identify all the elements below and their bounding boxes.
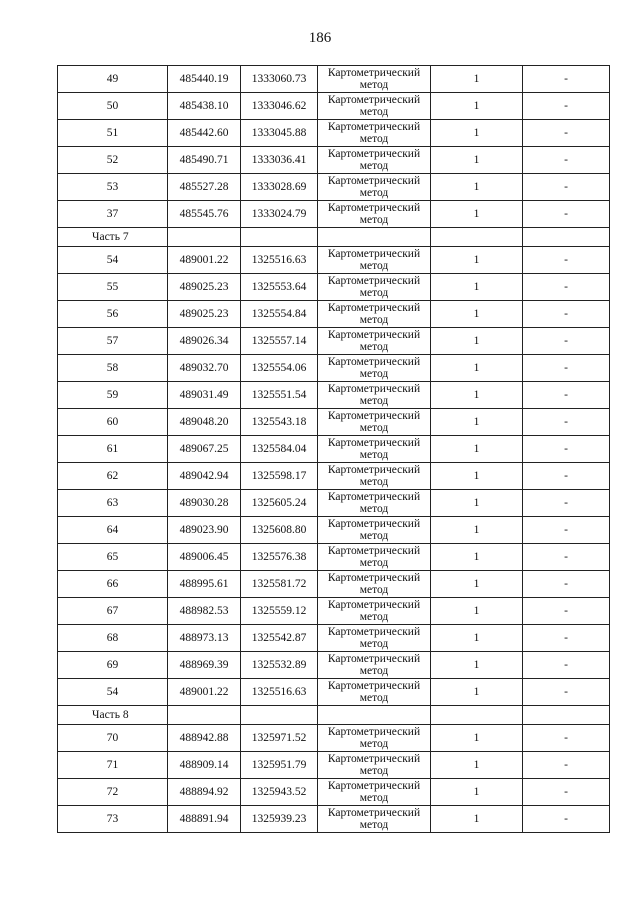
y-coordinate-cell: 1333028.69 (241, 174, 318, 201)
count-cell: 1 (431, 463, 523, 490)
method-cell (318, 247, 431, 274)
method-line-2: метод (359, 819, 389, 831)
dash-cell: - (523, 725, 610, 752)
point-number-cell: 54 (58, 679, 168, 706)
method-cell (318, 571, 431, 598)
count-cell: 1 (431, 201, 523, 228)
dash-cell: - (523, 355, 610, 382)
dash-cell: - (523, 382, 610, 409)
count-cell: 1 (431, 301, 523, 328)
method-cell (318, 301, 431, 328)
empty-cell (431, 706, 523, 725)
table-row (58, 409, 610, 436)
method-line-2: метод (359, 476, 389, 488)
count-cell: 1 (431, 93, 523, 120)
dash-cell: - (523, 571, 610, 598)
method-cell (318, 355, 431, 382)
method-cell (318, 806, 431, 833)
table-row (58, 120, 610, 147)
empty-cell (168, 228, 241, 247)
x-coordinate-cell: 489006.45 (168, 544, 241, 571)
x-coordinate-cell: 489067.25 (168, 436, 241, 463)
count-cell: 1 (431, 625, 523, 652)
table-row (58, 66, 610, 93)
method-cell (318, 598, 431, 625)
method-cell (318, 274, 431, 301)
x-coordinate-cell: 489030.28 (168, 490, 241, 517)
x-coordinate-cell: 488982.53 (168, 598, 241, 625)
count-cell: 1 (431, 66, 523, 93)
y-coordinate-cell: 1325554.06 (241, 355, 318, 382)
y-coordinate-cell: 1325584.04 (241, 436, 318, 463)
method-line-2: метод (359, 79, 389, 91)
count-cell: 1 (431, 779, 523, 806)
x-coordinate-cell: 488969.39 (168, 652, 241, 679)
method-line-2: метод (359, 187, 389, 199)
dash-cell: - (523, 328, 610, 355)
method-line-1: Картометрический (327, 807, 421, 819)
count-cell: 1 (431, 571, 523, 598)
method-line-1: Картометрический (327, 202, 421, 214)
point-number-cell: 73 (58, 806, 168, 833)
table-row (58, 544, 610, 571)
x-coordinate-cell: 485440.19 (168, 66, 241, 93)
section-row (58, 228, 610, 247)
x-coordinate-cell: 488909.14 (168, 752, 241, 779)
method-line-1: Картометрический (327, 121, 421, 133)
y-coordinate-cell: 1325516.63 (241, 679, 318, 706)
point-number-cell: 69 (58, 652, 168, 679)
method-line-2: метод (359, 214, 389, 226)
y-coordinate-cell: 1325557.14 (241, 328, 318, 355)
section-label: Часть 7 (58, 228, 168, 247)
point-number-cell: 67 (58, 598, 168, 625)
method-line-1: Картометрический (327, 356, 421, 368)
method-cell (318, 752, 431, 779)
method-cell (318, 625, 431, 652)
empty-cell (241, 706, 318, 725)
table-row (58, 382, 610, 409)
method-line-2: метод (359, 160, 389, 172)
dash-cell: - (523, 174, 610, 201)
point-number-cell: 63 (58, 490, 168, 517)
y-coordinate-cell: 1325554.84 (241, 301, 318, 328)
method-cell (318, 93, 431, 120)
x-coordinate-cell: 485527.28 (168, 174, 241, 201)
method-line-1: Картометрический (327, 275, 421, 287)
dash-cell: - (523, 806, 610, 833)
method-line-1: Картометрический (327, 148, 421, 160)
empty-cell (241, 228, 318, 247)
count-cell: 1 (431, 598, 523, 625)
table-row (58, 779, 610, 806)
point-number-cell: 51 (58, 120, 168, 147)
empty-cell (431, 228, 523, 247)
method-line-2: метод (359, 368, 389, 380)
method-cell (318, 725, 431, 752)
method-cell (318, 147, 431, 174)
y-coordinate-cell: 1325559.12 (241, 598, 318, 625)
point-number-cell: 55 (58, 274, 168, 301)
dash-cell: - (523, 517, 610, 544)
method-line-1: Картометрический (327, 518, 421, 530)
dash-cell: - (523, 147, 610, 174)
method-line-1: Картометрический (327, 329, 421, 341)
table-row (58, 652, 610, 679)
y-coordinate-cell: 1325608.80 (241, 517, 318, 544)
dash-cell: - (523, 544, 610, 571)
method-line-1: Картометрический (327, 726, 421, 738)
dash-cell: - (523, 436, 610, 463)
method-line-1: Картометрический (327, 175, 421, 187)
section-label: Часть 8 (58, 706, 168, 725)
point-number-cell: 52 (58, 147, 168, 174)
y-coordinate-cell: 1325939.23 (241, 806, 318, 833)
x-coordinate-cell: 489025.23 (168, 274, 241, 301)
table-row (58, 517, 610, 544)
method-line-2: метод (359, 395, 389, 407)
count-cell: 1 (431, 409, 523, 436)
method-line-2: метод (359, 765, 389, 777)
method-line-1: Картометрический (327, 780, 421, 792)
method-line-1: Картометрический (327, 545, 421, 557)
point-number-cell: 62 (58, 463, 168, 490)
x-coordinate-cell: 489031.49 (168, 382, 241, 409)
dash-cell: - (523, 66, 610, 93)
table-row (58, 147, 610, 174)
y-coordinate-cell: 1333045.88 (241, 120, 318, 147)
method-cell (318, 679, 431, 706)
empty-cell (523, 706, 610, 725)
method-cell (318, 652, 431, 679)
empty-cell (318, 706, 431, 725)
method-line-1: Картометрический (327, 491, 421, 503)
empty-cell (318, 228, 431, 247)
point-number-cell: 72 (58, 779, 168, 806)
dash-cell: - (523, 120, 610, 147)
count-cell: 1 (431, 120, 523, 147)
method-line-1: Картометрический (327, 653, 421, 665)
count-cell: 1 (431, 490, 523, 517)
section-row (58, 706, 610, 725)
method-line-2: метод (359, 287, 389, 299)
method-cell (318, 328, 431, 355)
x-coordinate-cell: 489042.94 (168, 463, 241, 490)
method-line-2: метод (359, 341, 389, 353)
table-row (58, 752, 610, 779)
x-coordinate-cell: 489032.70 (168, 355, 241, 382)
method-cell (318, 436, 431, 463)
dash-cell: - (523, 625, 610, 652)
count-cell: 1 (431, 174, 523, 201)
point-number-cell: 54 (58, 247, 168, 274)
method-line-2: метод (359, 738, 389, 750)
x-coordinate-cell: 485545.76 (168, 201, 241, 228)
x-coordinate-cell: 488894.92 (168, 779, 241, 806)
y-coordinate-cell: 1325971.52 (241, 725, 318, 752)
table-row (58, 301, 610, 328)
y-coordinate-cell: 1325551.54 (241, 382, 318, 409)
method-line-1: Картометрический (327, 302, 421, 314)
x-coordinate-cell: 488973.13 (168, 625, 241, 652)
x-coordinate-cell: 485442.60 (168, 120, 241, 147)
method-line-2: метод (359, 133, 389, 145)
point-number-cell: 65 (58, 544, 168, 571)
count-cell: 1 (431, 752, 523, 779)
method-line-2: метод (359, 692, 389, 704)
count-cell: 1 (431, 652, 523, 679)
method-cell (318, 409, 431, 436)
point-number-cell: 71 (58, 752, 168, 779)
y-coordinate-cell: 1333024.79 (241, 201, 318, 228)
y-coordinate-cell: 1325943.52 (241, 779, 318, 806)
point-number-cell: 50 (58, 93, 168, 120)
method-line-1: Картометрический (327, 680, 421, 692)
method-line-1: Картометрический (327, 437, 421, 449)
count-cell: 1 (431, 679, 523, 706)
dash-cell: - (523, 752, 610, 779)
point-number-cell: 61 (58, 436, 168, 463)
y-coordinate-cell: 1325543.18 (241, 409, 318, 436)
table-row (58, 598, 610, 625)
point-number-cell: 37 (58, 201, 168, 228)
method-cell (318, 779, 431, 806)
coordinates-table-body (58, 66, 610, 833)
x-coordinate-cell: 489025.23 (168, 301, 241, 328)
point-number-cell: 64 (58, 517, 168, 544)
point-number-cell: 66 (58, 571, 168, 598)
count-cell: 1 (431, 517, 523, 544)
dash-cell: - (523, 598, 610, 625)
y-coordinate-cell: 1325532.89 (241, 652, 318, 679)
table-row (58, 247, 610, 274)
point-number-cell: 49 (58, 66, 168, 93)
dash-cell: - (523, 247, 610, 274)
y-coordinate-cell: 1333046.62 (241, 93, 318, 120)
method-cell (318, 382, 431, 409)
table-row (58, 328, 610, 355)
count-cell: 1 (431, 725, 523, 752)
y-coordinate-cell: 1325576.38 (241, 544, 318, 571)
x-coordinate-cell: 489048.20 (168, 409, 241, 436)
point-number-cell: 57 (58, 328, 168, 355)
dash-cell: - (523, 679, 610, 706)
method-line-1: Картометрический (327, 572, 421, 584)
count-cell: 1 (431, 544, 523, 571)
point-number-cell: 58 (58, 355, 168, 382)
table-row (58, 571, 610, 598)
dash-cell: - (523, 490, 610, 517)
y-coordinate-cell: 1325553.64 (241, 274, 318, 301)
table-row (58, 490, 610, 517)
method-cell (318, 490, 431, 517)
dash-cell: - (523, 463, 610, 490)
dash-cell: - (523, 652, 610, 679)
point-number-cell: 53 (58, 174, 168, 201)
table-row (58, 355, 610, 382)
x-coordinate-cell: 489001.22 (168, 247, 241, 274)
y-coordinate-cell: 1333036.41 (241, 147, 318, 174)
method-line-2: метод (359, 557, 389, 569)
method-cell (318, 463, 431, 490)
table-row (58, 679, 610, 706)
x-coordinate-cell: 488891.94 (168, 806, 241, 833)
count-cell: 1 (431, 355, 523, 382)
dash-cell: - (523, 201, 610, 228)
table-row (58, 625, 610, 652)
dash-cell: - (523, 779, 610, 806)
y-coordinate-cell: 1325951.79 (241, 752, 318, 779)
method-line-1: Картометрический (327, 464, 421, 476)
method-cell (318, 201, 431, 228)
table-row (58, 274, 610, 301)
dash-cell: - (523, 93, 610, 120)
x-coordinate-cell: 488995.61 (168, 571, 241, 598)
count-cell: 1 (431, 147, 523, 174)
empty-cell (523, 228, 610, 247)
point-number-cell: 59 (58, 382, 168, 409)
x-coordinate-cell: 489023.90 (168, 517, 241, 544)
y-coordinate-cell: 1325581.72 (241, 571, 318, 598)
table-row (58, 93, 610, 120)
y-coordinate-cell: 1325542.87 (241, 625, 318, 652)
method-cell (318, 544, 431, 571)
method-cell (318, 66, 431, 93)
y-coordinate-cell: 1325598.17 (241, 463, 318, 490)
method-line-1: Картометрический (327, 383, 421, 395)
method-cell (318, 120, 431, 147)
method-cell (318, 174, 431, 201)
table-row (58, 201, 610, 228)
x-coordinate-cell: 485490.71 (168, 147, 241, 174)
x-coordinate-cell: 489026.34 (168, 328, 241, 355)
method-line-2: метод (359, 422, 389, 434)
y-coordinate-cell: 1325516.63 (241, 247, 318, 274)
method-line-2: метод (359, 106, 389, 118)
table-row (58, 436, 610, 463)
count-cell: 1 (431, 274, 523, 301)
x-coordinate-cell: 485438.10 (168, 93, 241, 120)
method-line-1: Картометрический (327, 599, 421, 611)
method-line-2: метод (359, 260, 389, 272)
page-number: 186 (308, 30, 332, 46)
method-line-2: метод (359, 449, 389, 461)
count-cell: 1 (431, 806, 523, 833)
table-row (58, 174, 610, 201)
method-line-2: метод (359, 503, 389, 515)
method-cell (318, 517, 431, 544)
method-line-2: метод (359, 611, 389, 623)
method-line-1: Картометрический (327, 626, 421, 638)
method-line-1: Картометрический (327, 248, 421, 260)
method-line-2: метод (359, 530, 389, 542)
method-line-2: метод (359, 638, 389, 650)
table-row (58, 725, 610, 752)
count-cell: 1 (431, 247, 523, 274)
table-row (58, 806, 610, 833)
empty-cell (168, 706, 241, 725)
count-cell: 1 (431, 382, 523, 409)
dash-cell: - (523, 301, 610, 328)
method-line-2: метод (359, 584, 389, 596)
method-line-1: Картометрический (327, 753, 421, 765)
dash-cell: - (523, 409, 610, 436)
method-line-1: Картометрический (327, 67, 421, 79)
method-line-1: Картометрический (327, 94, 421, 106)
point-number-cell: 70 (58, 725, 168, 752)
method-line-2: метод (359, 665, 389, 677)
table-row (58, 463, 610, 490)
count-cell: 1 (431, 328, 523, 355)
count-cell: 1 (431, 436, 523, 463)
point-number-cell: 56 (58, 301, 168, 328)
coordinates-table (57, 65, 610, 833)
y-coordinate-cell: 1333060.73 (241, 66, 318, 93)
method-line-1: Картометрический (327, 410, 421, 422)
method-line-2: метод (359, 792, 389, 804)
method-line-2: метод (359, 314, 389, 326)
y-coordinate-cell: 1325605.24 (241, 490, 318, 517)
point-number-cell: 60 (58, 409, 168, 436)
x-coordinate-cell: 489001.22 (168, 679, 241, 706)
x-coordinate-cell: 488942.88 (168, 725, 241, 752)
point-number-cell: 68 (58, 625, 168, 652)
dash-cell: - (523, 274, 610, 301)
